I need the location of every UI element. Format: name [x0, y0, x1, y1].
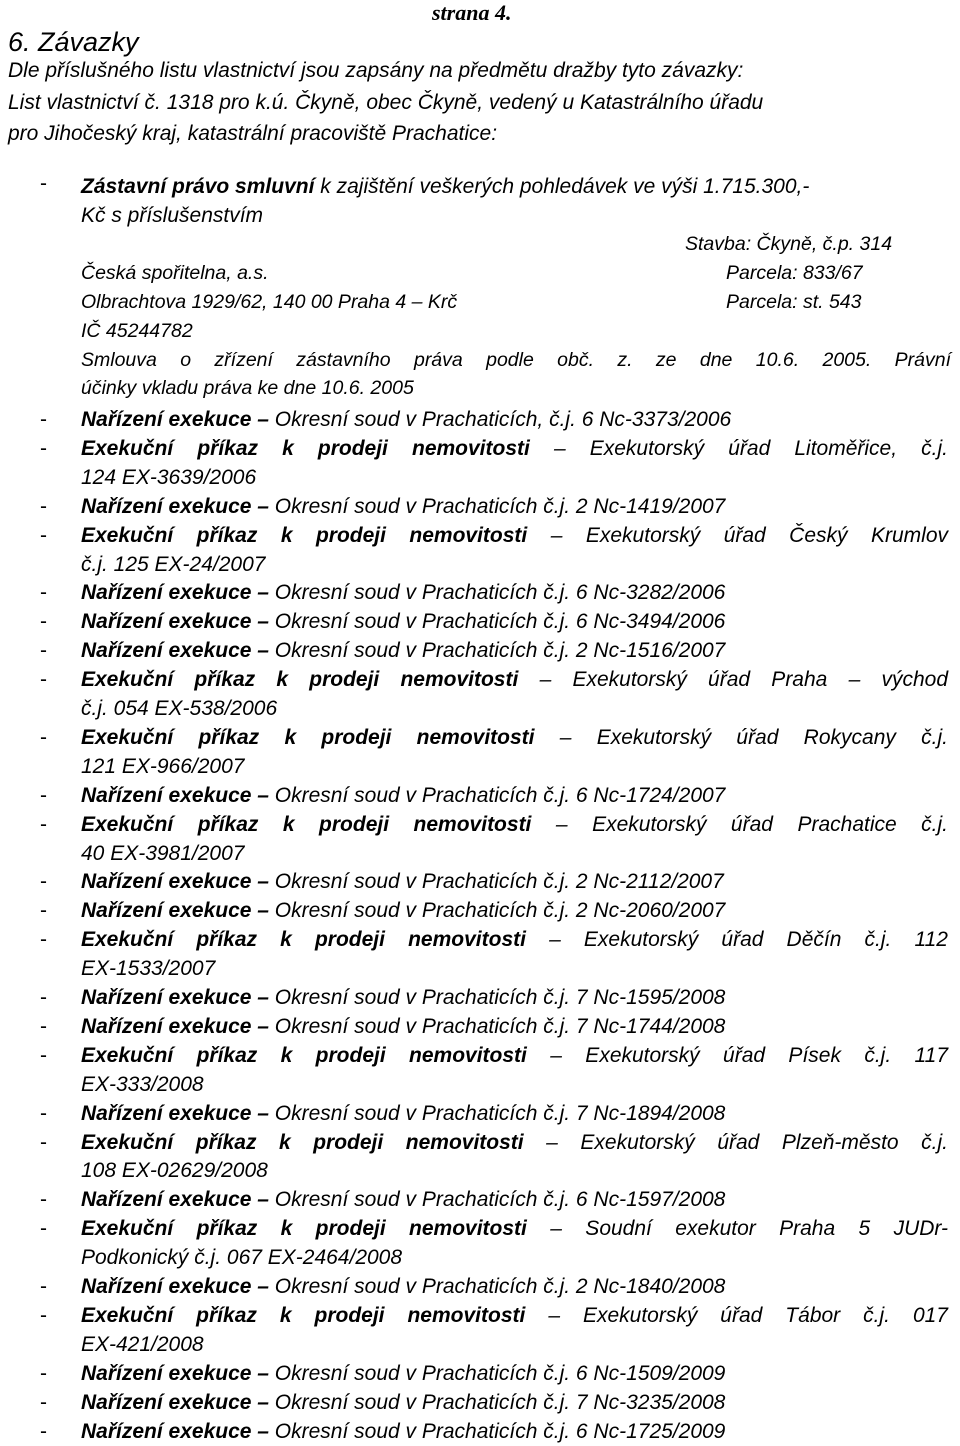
encumbrance-entry	[8, 666, 948, 724]
bullet-dash: -	[40, 668, 47, 692]
pledge-parcel-2: Parcela: st. 543	[726, 291, 862, 313]
bullet-dash: -	[40, 1043, 47, 1067]
pledge-company-id: IČ 45244782	[81, 320, 193, 342]
pledge-creditor: Česká spořitelna, a.s.	[81, 262, 269, 284]
encumbrance-entry	[8, 1302, 948, 1360]
entry-authority: – Exekutorský úřad Prachatice č.j.	[555, 812, 948, 836]
entry-type: Exekuční příkaz k prodeji nemovitosti	[81, 523, 528, 547]
pledge-title: Zástavní právo smluvní	[81, 175, 315, 198]
entry-authority: Okresní soud v Prachaticích č.j. 6 Nc-1597/2008	[274, 1188, 726, 1212]
entry-authority: – Exekutorský úřad Rokycany č.j.	[559, 725, 948, 749]
bullet-dash: -	[40, 610, 47, 634]
entry-authority: Okresní soud v Prachaticích č.j. 2 Nc-1840/2008	[274, 1275, 726, 1298]
bullet-dash: -	[40, 1188, 47, 1212]
entry-authority: Okresní soud v Prachaticích č.j. 2 Nc-2060/2007	[274, 899, 726, 923]
entry-reference: č.j. 125 EX-24/2007	[81, 552, 266, 576]
encumbrance-entry	[8, 984, 948, 1013]
entry-authority: Okresní soud v Prachaticích č.j. 7 Nc-1894/2008	[274, 1101, 726, 1125]
bullet-dash: -	[40, 928, 47, 952]
entry-reference: 40 EX-3981/2007	[81, 841, 245, 865]
bullet-dash: -	[40, 899, 47, 923]
bullet-dash: -	[40, 436, 47, 460]
entry-authority: Okresní soud v Prachaticích č.j. 6 Nc-1724/2007	[274, 783, 726, 807]
entry-type: Nařízení exekuce –	[81, 870, 269, 894]
encumbrance-entry	[8, 782, 948, 811]
encumbrance-entry	[8, 1129, 948, 1187]
bullet-dash: -	[40, 1014, 47, 1038]
bullet-dash: -	[40, 639, 47, 663]
encumbrance-entry	[8, 522, 948, 580]
bullet-dash: -	[40, 1217, 47, 1241]
entry-type: Nařízení exekuce –	[81, 986, 269, 1009]
intro-line-1: Dle příslušného listu vlastnictví jsou zapsány na předmětu dražby tyto závazky:	[8, 59, 744, 82]
entry-type: Nařízení exekuce –	[81, 899, 269, 923]
pledge-address: Olbrachtova 1929/62, 140 00 Praha 4 – Krč	[81, 291, 458, 313]
entry-authority: Okresní soud v Prachaticích č.j. 6 Nc-3494/2006	[274, 610, 726, 634]
entry-type: Nařízení exekuce –	[81, 639, 269, 663]
entry-authority: Okresní soud v Prachaticích č.j. 2 Nc-1516/2007	[274, 639, 726, 663]
encumbrance-entry	[8, 926, 948, 984]
section-title: 6. Závazky	[8, 27, 139, 57]
intro-line-2: List vlastnictví č. 1318 pro k.ú. Čkyně, obec Čkyně, vedený u Katastrálního úřadu	[8, 91, 764, 114]
encumbrance-entry	[8, 493, 948, 522]
entry-type: Exekuční příkaz k prodeji nemovitosti	[81, 928, 526, 952]
entry-reference: 124 EX-3639/2006	[81, 465, 257, 489]
entry-reference: EX-421/2008	[81, 1332, 204, 1356]
pledge-building: Stavba: Čkyně, č.p. 314	[685, 233, 893, 255]
encumbrance-entry	[8, 608, 948, 637]
entry-type: Nařízení exekuce –	[81, 1014, 269, 1038]
entry-reference: Podkonický č.j. 067 EX-2464/2008	[81, 1246, 403, 1270]
entry-authority: Okresní soud v Prachaticích č.j. 6 Nc-1725/2009	[274, 1419, 726, 1443]
pledge-contract-line-2: účinky vkladu práva ke dne 10.6. 2005	[81, 377, 414, 399]
bullet-dash: -	[40, 1419, 47, 1443]
encumbrance-entry	[8, 406, 948, 435]
bullet-dash: -	[40, 581, 47, 605]
encumbrance-entry	[8, 1013, 948, 1042]
bullet-dash: -	[40, 986, 47, 1009]
bullet-dash: -	[40, 1303, 47, 1327]
entry-type: Nařízení exekuce –	[81, 494, 269, 518]
bullet-dash: -	[40, 172, 47, 195]
entry-authority: – Exekutorský úřad Děčín č.j. 112	[549, 928, 948, 952]
bullet-dash: -	[40, 783, 47, 807]
encumbrance-entry	[8, 1360, 948, 1389]
bullet-dash: -	[40, 523, 47, 547]
entry-type: Nařízení exekuce –	[81, 1188, 269, 1212]
bullet-dash: -	[40, 1275, 47, 1298]
entry-authority: Okresní soud v Prachaticích č.j. 7 Nc-1744/2008	[274, 1014, 726, 1038]
entry-type: Nařízení exekuce –	[81, 783, 269, 807]
entry-type: Nařízení exekuce –	[81, 610, 269, 634]
entry-authority: – Exekutorský úřad Český Krumlov	[550, 523, 948, 547]
bullet-dash: -	[40, 408, 47, 431]
entry-type: Exekuční příkaz k prodeji nemovitosti	[81, 812, 532, 836]
pledge-description-cont: Kč s příslušenstvím	[81, 204, 264, 227]
entry-type: Exekuční příkaz k prodeji nemovitosti	[81, 1130, 524, 1154]
entry-authority: – Exekutorský úřad Praha – východ	[539, 668, 949, 692]
entry-authority: Okresní soud v Prachaticích č.j. 6 Nc-1509/2009	[274, 1361, 726, 1385]
entry-authority: Okresní soud v Prachaticích č.j. 6 Nc-3282/2006	[274, 581, 726, 605]
entry-authority: Okresní soud v Prachaticích, č.j. 6 Nc-3373/2006	[274, 408, 732, 431]
pledge-contract-line-1: Smlouva o zřízení zástavního práva podle obč. z. ze dne 10.6. 2005. Právní	[81, 349, 951, 371]
entry-authority: – Exekutorský úřad Tábor č.j. 017	[548, 1303, 948, 1327]
entry-authority: Okresní soud v Prachaticích č.j. 7 Nc-1595/2008	[274, 986, 726, 1009]
entry-type: Exekuční příkaz k prodeji nemovitosti	[81, 725, 535, 749]
bullet-dash: -	[40, 1101, 47, 1125]
encumbrance-entry	[8, 1186, 948, 1215]
bullet-dash: -	[40, 870, 47, 894]
intro-line-3: pro Jihočeský kraj, katastrální pracoviště Prachatice:	[8, 122, 498, 145]
entry-authority: Okresní soud v Prachaticích č.j. 2 Nc-2112/2007	[274, 870, 724, 894]
encumbrance-entry	[8, 1418, 948, 1446]
entry-type: Exekuční příkaz k prodeji nemovitosti	[81, 1303, 526, 1327]
bullet-dash: -	[40, 1390, 47, 1414]
entry-type: Exekuční příkaz k prodeji nemovitosti	[81, 668, 519, 692]
page-number: strana 4.	[432, 0, 512, 25]
entry-reference: č.j. 054 EX-538/2006	[81, 697, 278, 720]
entry-reference: EX-333/2008	[81, 1072, 204, 1096]
bullet-dash: -	[40, 494, 47, 518]
entry-type: Nařízení exekuce –	[81, 1419, 269, 1443]
encumbrance-entry	[8, 1042, 948, 1100]
entry-type: Nařízení exekuce –	[81, 1361, 269, 1385]
entry-reference: 121 EX-966/2007	[81, 754, 245, 778]
pledge-entry	[8, 172, 948, 230]
entry-type: Exekuční příkaz k prodeji nemovitosti	[81, 1217, 527, 1241]
entry-type: Nařízení exekuce –	[81, 1390, 269, 1414]
entry-reference: 108 EX-02629/2008	[81, 1159, 268, 1183]
encumbrance-entry	[8, 1100, 948, 1129]
encumbrance-entry	[8, 724, 948, 782]
entry-authority: Okresní soud v Prachaticích č.j. 7 Nc-3235/2008	[274, 1390, 726, 1414]
entry-authority: – Exekutorský úřad Plzeň-město č.j.	[546, 1130, 948, 1154]
encumbrance-entry	[8, 811, 948, 869]
encumbrance-entry	[8, 435, 948, 493]
encumbrance-entry	[8, 1389, 948, 1418]
encumbrance-entry	[8, 1215, 948, 1273]
entry-authority: – Exekutorský úřad Písek č.j. 117	[550, 1043, 948, 1067]
entry-type: Exekuční příkaz k prodeji nemovitosti	[81, 1043, 527, 1067]
entry-type: Nařízení exekuce –	[81, 1275, 269, 1298]
entry-type: Nařízení exekuce –	[81, 408, 269, 431]
encumbrance-entry	[8, 897, 948, 926]
entry-type: Exekuční příkaz k prodeji nemovitosti	[81, 436, 530, 460]
entry-reference: EX-1533/2007	[81, 957, 216, 981]
entry-authority: Okresní soud v Prachaticích č.j. 2 Nc-1419/2007	[274, 494, 726, 518]
encumbrance-entry	[8, 868, 948, 897]
entry-authority: – Soudní exekutor Praha 5 JUDr-	[550, 1217, 949, 1241]
bullet-dash: -	[40, 812, 47, 836]
bullet-dash: -	[40, 1130, 47, 1154]
pledge-parcel-1: Parcela: 833/67	[726, 262, 863, 284]
encumbrance-entry	[8, 579, 948, 608]
bullet-dash: -	[40, 725, 47, 749]
entry-type: Nařízení exekuce –	[81, 1101, 269, 1125]
pledge-description: k zajištění veškerých pohledávek ve výši 1.715.300,-	[320, 175, 810, 198]
encumbrance-entry	[8, 637, 948, 666]
entry-authority: – Exekutorský úřad Litoměřice, č.j.	[553, 436, 948, 460]
entry-type: Nařízení exekuce –	[81, 581, 269, 605]
bullet-dash: -	[40, 1361, 47, 1385]
encumbrance-entry	[8, 1273, 948, 1302]
